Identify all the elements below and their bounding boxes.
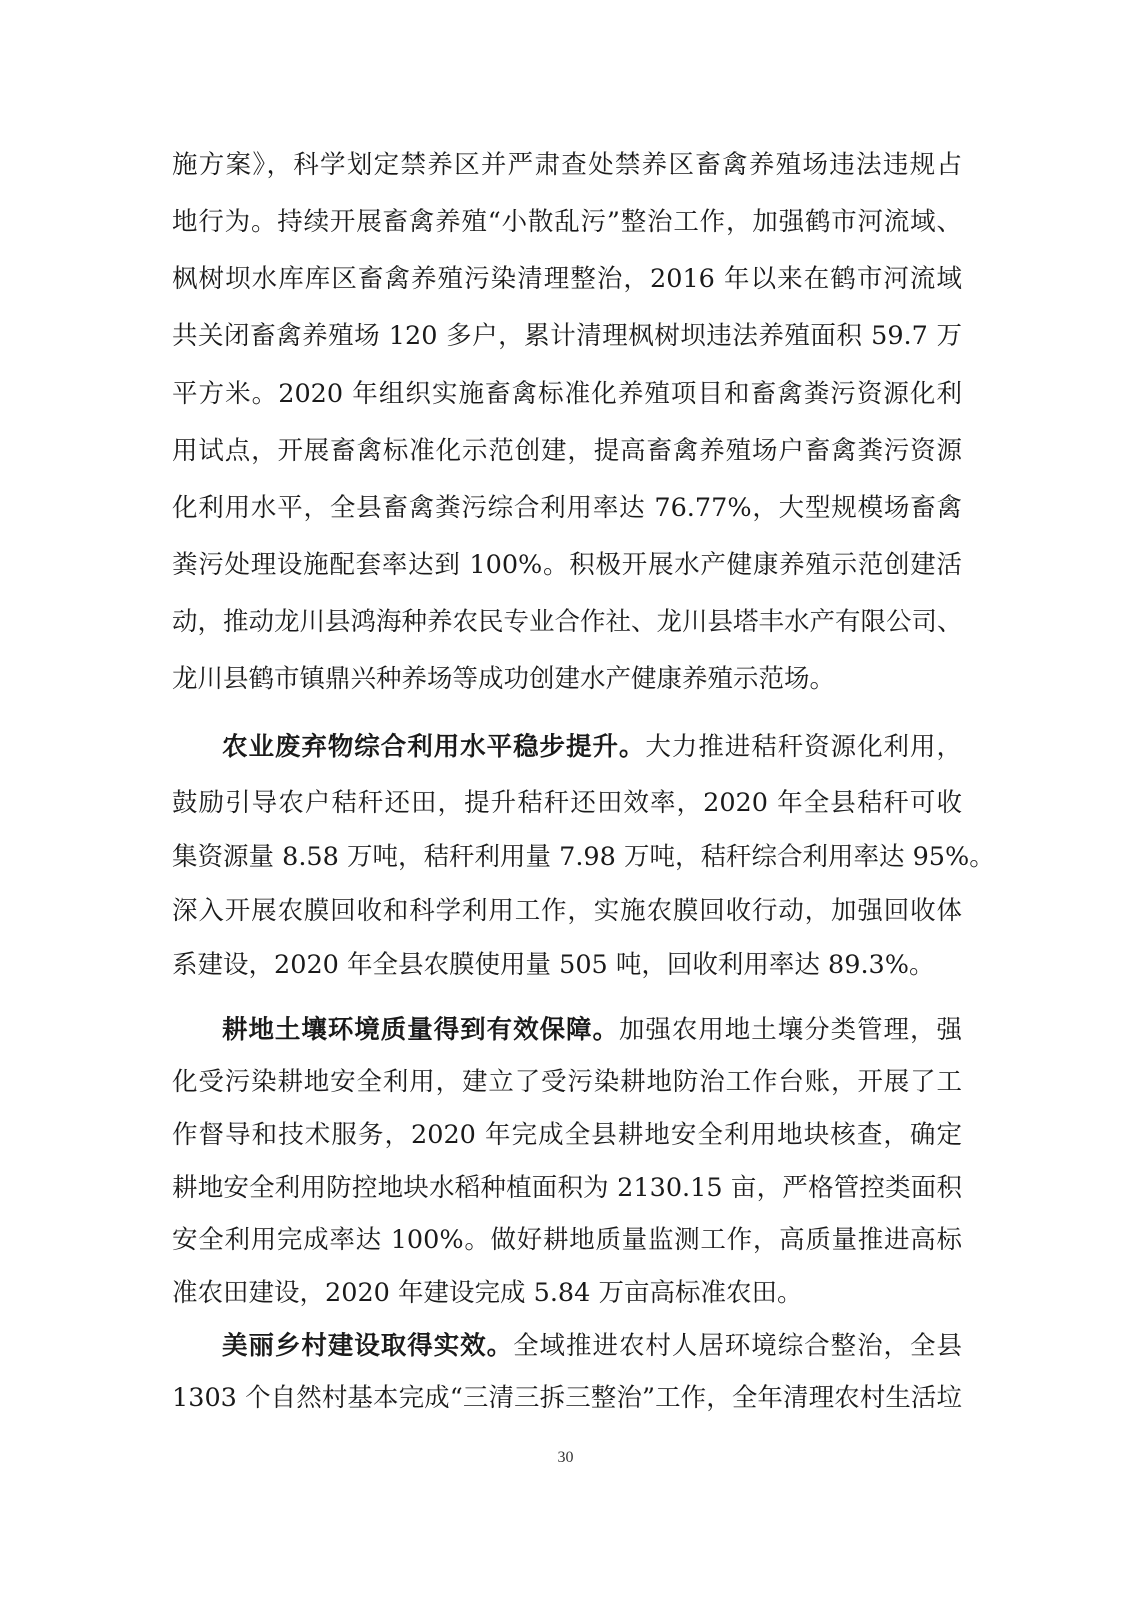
text-line: 作督导和技术服务，2020 年完成全县耕地安全利用地块核查，确定 bbox=[172, 1120, 962, 1150]
text-line: 系建设，2020 年全县农膜使用量 505 吨，回收利用率达 89.3%。 bbox=[172, 950, 935, 980]
text-line: 龙川县鹤市镇鼎兴种养场等成功创建水产健康养殖示范场。 bbox=[172, 664, 836, 694]
text-line: 深入开展农膜回收和科学利用工作，实施农膜回收行动，加强回收体 bbox=[172, 896, 962, 926]
text-line: 地行为。持续开展畜禽养殖“小散乱污”整治工作，加强鹤市河流域、 bbox=[172, 207, 962, 237]
text-line: 施方案》，科学划定禁养区并严肃查处禁养区畜禽养殖场违法违规占 bbox=[172, 150, 962, 180]
paragraph-text: 大力推进秸秆资源化利用， bbox=[645, 732, 962, 762]
paragraph-first-line bbox=[222, 1010, 962, 1050]
text-line: 粪污处理设施配套率达到 100%。积极开展水产健康养殖示范创建活 bbox=[172, 550, 962, 580]
paragraph-first-line bbox=[222, 727, 962, 767]
text-line: 集资源量 8.58 万吨，秸秆利用量 7.98 万吨，秸秆综合利用率达 95%。 bbox=[172, 842, 995, 872]
page-number: 30 bbox=[557, 1449, 574, 1466]
paragraph-heading: 农业废弃物综合利用水平稳步提升。 bbox=[222, 732, 646, 762]
text-line: 枫树坝水库库区畜禽养殖污染清理整治，2016 年以来在鹤市河流域 bbox=[172, 264, 962, 294]
text-line: 准农田建设，2020 年建设完成 5.84 万亩高标准农田。 bbox=[172, 1278, 803, 1308]
text-line: 共关闭畜禽养殖场 120 多户，累计清理枫树坝违法养殖面积 59.7 万 bbox=[172, 321, 962, 351]
text-line: 耕地安全利用防控地块水稻种植面积为 2130.15 亩，严格管控类面积 bbox=[172, 1173, 962, 1203]
paragraph-text: 全域推进农村人居环境综合整治，全县 bbox=[513, 1331, 962, 1361]
text-line: 化利用水平，全县畜禽粪污综合利用率达 76.77%，大型规模场畜禽 bbox=[172, 493, 962, 523]
paragraph-heading: 耕地土壤环境质量得到有效保障。 bbox=[222, 1015, 619, 1045]
text-line: 化受污染耕地安全利用，建立了受污染耕地防治工作台账，开展了工 bbox=[172, 1067, 962, 1097]
text-line: 鼓励引导农户秸秆还田，提升秸秆还田效率，2020 年全县秸秆可收 bbox=[172, 788, 962, 818]
text-line: 平方米。2020 年组织实施畜禽标准化养殖项目和畜禽粪污资源化利 bbox=[172, 379, 962, 409]
paragraph-first-line bbox=[222, 1326, 962, 1366]
paragraph-text: 加强农用地土壤分类管理，强 bbox=[618, 1015, 962, 1045]
text-line: 安全利用完成率达 100%。做好耕地质量监测工作，高质量推进高标 bbox=[172, 1225, 962, 1255]
text-line: 用试点，开展畜禽标准化示范创建，提高畜禽养殖场户畜禽粪污资源 bbox=[172, 436, 962, 466]
paragraph-heading: 美丽乡村建设取得实效。 bbox=[222, 1331, 514, 1361]
text-line: 1303 个自然村基本完成“三清三拆三整治”工作，全年清理农村生活垃 bbox=[172, 1383, 962, 1413]
text-line: 动，推动龙川县鸿海种养农民专业合作社、龙川县塔丰水产有限公司、 bbox=[172, 607, 963, 637]
